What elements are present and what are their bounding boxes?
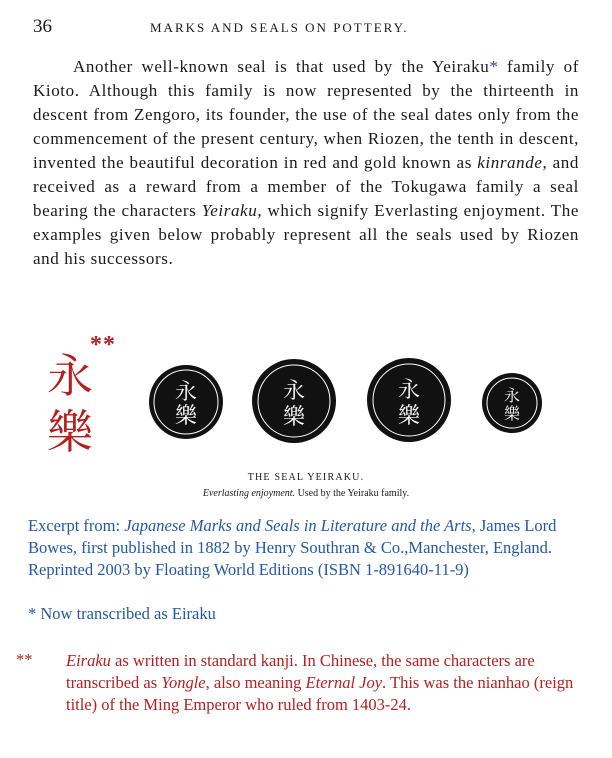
- yongle-term: Yongle: [161, 673, 206, 692]
- yeiraku-term: Yeiraku: [201, 201, 258, 220]
- caption-rest: Used by the Yeiraku family.: [295, 488, 410, 499]
- para-text-2: family of Kioto. Although this family is now represented by the thirteenth in descent from Zengoro, its founder, the use of the seal dates only from the commencement of the present century, when Riozen, the tenth in descent, invented the beautiful decoration in red and gold known as: [33, 57, 580, 172]
- note2-text-1: as written in standard kanji. In Chinese, the same characters are transcribed as: [66, 651, 535, 692]
- seal-image-2: [251, 358, 337, 444]
- eiraku-term: Eiraku: [66, 651, 111, 670]
- para-text-3: , and received as a reward from a member of the Tokugawa family a seal bearing the characters: [33, 153, 580, 220]
- eternal-joy-term: Eternal Joy: [305, 673, 383, 692]
- para-text-1: Another well-known seal is that used by the Yeiraku: [73, 57, 490, 76]
- seal-caption-subtitle: [0, 488, 612, 499]
- footnote-2-marker: **: [16, 650, 33, 669]
- seal-image-4: [481, 372, 543, 434]
- running-title: MARKS AND SEALS ON POTTERY.: [150, 20, 409, 35]
- excerpt-prefix: Excerpt from:: [28, 516, 125, 535]
- kanji-characters: 永樂: [47, 349, 93, 459]
- footnote-kanji-note: [66, 650, 606, 716]
- seal-4-top-glyph: 永: [503, 386, 521, 405]
- kinrande-term: kinrande: [477, 153, 543, 172]
- seal-3-bottom-glyph: 樂: [397, 404, 421, 429]
- seal-1-top-glyph: 永: [174, 380, 198, 405]
- seal-2-top-glyph: 永: [282, 379, 306, 404]
- seal-image-1: [147, 363, 225, 441]
- footnote-eiraku: * Now transcribed as Eiraku: [28, 604, 216, 623]
- note2-text-3: . This was the nianhao (reign title) of the Ming Emperor who ruled from 1403-24.: [66, 673, 574, 714]
- book-title: Japanese Marks and Seals in Literature and the Arts: [124, 516, 472, 535]
- note2-text-2: , also meaning: [205, 673, 306, 692]
- seal-image-3: [366, 357, 452, 443]
- caption-italic: Everlasting enjoyment.: [202, 488, 296, 499]
- page-number: 36: [33, 16, 52, 37]
- seal-2-bottom-glyph: 樂: [282, 405, 306, 430]
- excerpt-citation: [28, 515, 598, 581]
- seal-1-bottom-glyph: 樂: [174, 404, 198, 429]
- seal-caption-title: THE SEAL YEIRAKU.: [247, 472, 365, 483]
- excerpt-rest: , James Lord Bowes, first published in 1882 by Henry Southran & Co.,Manchester, England. Reprinted 2003 by Floating World Editions (ISBN 1-891640-11-9): [28, 516, 557, 579]
- kanji-asterisks: **: [90, 332, 116, 358]
- footnote-asterisk: *: [489, 57, 499, 76]
- body-paragraph: [33, 55, 579, 271]
- seal-4-bottom-glyph: 樂: [503, 404, 521, 423]
- para-text-4: , which signify Everlasting enjoyment. The examples given below probably represent all the seals used by Riozen and his successors.: [33, 201, 579, 268]
- seal-3-top-glyph: 永: [397, 378, 421, 403]
